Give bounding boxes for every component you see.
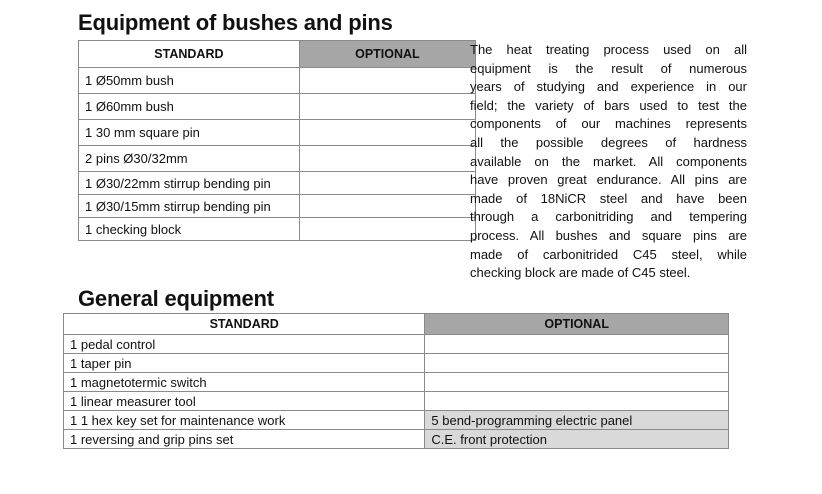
optional-cell — [299, 172, 475, 195]
table-row — [79, 94, 476, 120]
standard-cell: 1 Ø50mm bush — [79, 68, 300, 94]
description-line: available on the market. All components — [470, 153, 747, 169]
standard-cell: 1 Ø30/22mm stirrup bending pin — [79, 172, 300, 195]
standard-cell: 1 taper pin — [64, 354, 425, 373]
standard-cell: 1 pedal control — [64, 335, 425, 354]
optional-cell — [425, 335, 729, 354]
table-row — [79, 172, 476, 195]
optional-cell: C.E. front protection — [425, 430, 729, 449]
table-row — [64, 373, 729, 392]
standard-cell: 1 checking block — [79, 218, 300, 241]
table-row — [79, 120, 476, 146]
description-line: have proven great endurance. All pins are — [470, 172, 747, 188]
optional-cell — [299, 94, 475, 120]
table-row — [64, 354, 729, 373]
standard-cell: 1 reversing and grip pins set — [64, 430, 425, 449]
description-line: checking block are made of C45 steel. — [470, 265, 691, 281]
description-line: The heat treating process used on all — [470, 42, 747, 57]
description-line: field; the variety of bars used to test the — [470, 97, 747, 113]
description-line: through a carbonitriding and tempering — [470, 209, 747, 225]
description-line: all the possible degrees of hardness — [470, 134, 747, 150]
section-title-general-equipment: General equipment — [78, 286, 274, 311]
table-row — [64, 430, 729, 449]
standard-cell: 1 linear measurer tool — [64, 392, 425, 411]
optional-column-header: OPTIONAL — [299, 41, 475, 68]
standard-cell: 2 pins Ø30/32mm — [79, 146, 300, 172]
standard-column-header: STANDARD — [64, 314, 425, 335]
optional-cell — [299, 68, 475, 94]
optional-cell — [299, 146, 475, 172]
standard-cell: 1 1 hex key set for maintenance work — [64, 411, 425, 430]
table-header-row — [64, 314, 729, 335]
table-row — [64, 392, 729, 411]
description-line: components of our machines represents — [470, 116, 747, 132]
optional-column-header: OPTIONAL — [425, 314, 729, 335]
table-row — [79, 218, 476, 241]
heat-treatment-description — [470, 41, 747, 283]
optional-cell — [299, 195, 475, 218]
description-line: made of carbonitrided C45 steel, while — [470, 246, 747, 262]
section-title-bushes-pins: Equipment of bushes and pins — [78, 10, 393, 35]
description-line: process. All bushes and square pins are — [470, 227, 747, 243]
standard-cell: 1 Ø30/15mm stirrup bending pin — [79, 195, 300, 218]
optional-cell — [425, 392, 729, 411]
table-row — [79, 146, 476, 172]
table-row — [79, 195, 476, 218]
optional-cell — [425, 354, 729, 373]
standard-column-header: STANDARD — [79, 41, 300, 68]
description-line: made of 18NiCR steel and have been — [470, 190, 747, 206]
optional-cell — [299, 120, 475, 146]
table-header-row — [79, 41, 476, 68]
optional-cell — [425, 373, 729, 392]
optional-cell: 5 bend-programming electric panel — [425, 411, 729, 430]
description-line: years of studying and experience in our — [470, 79, 747, 95]
standard-cell: 1 30 mm square pin — [79, 120, 300, 146]
table-row — [64, 411, 729, 430]
optional-cell — [299, 218, 475, 241]
standard-cell: 1 Ø60mm bush — [79, 94, 300, 120]
table-row — [64, 335, 729, 354]
bushes-pins-table — [78, 40, 476, 241]
general-equipment-table — [63, 313, 729, 449]
description-line: equipment is the result of numerous — [470, 60, 747, 76]
standard-cell: 1 magnetotermic switch — [64, 373, 425, 392]
table-row — [79, 68, 476, 94]
